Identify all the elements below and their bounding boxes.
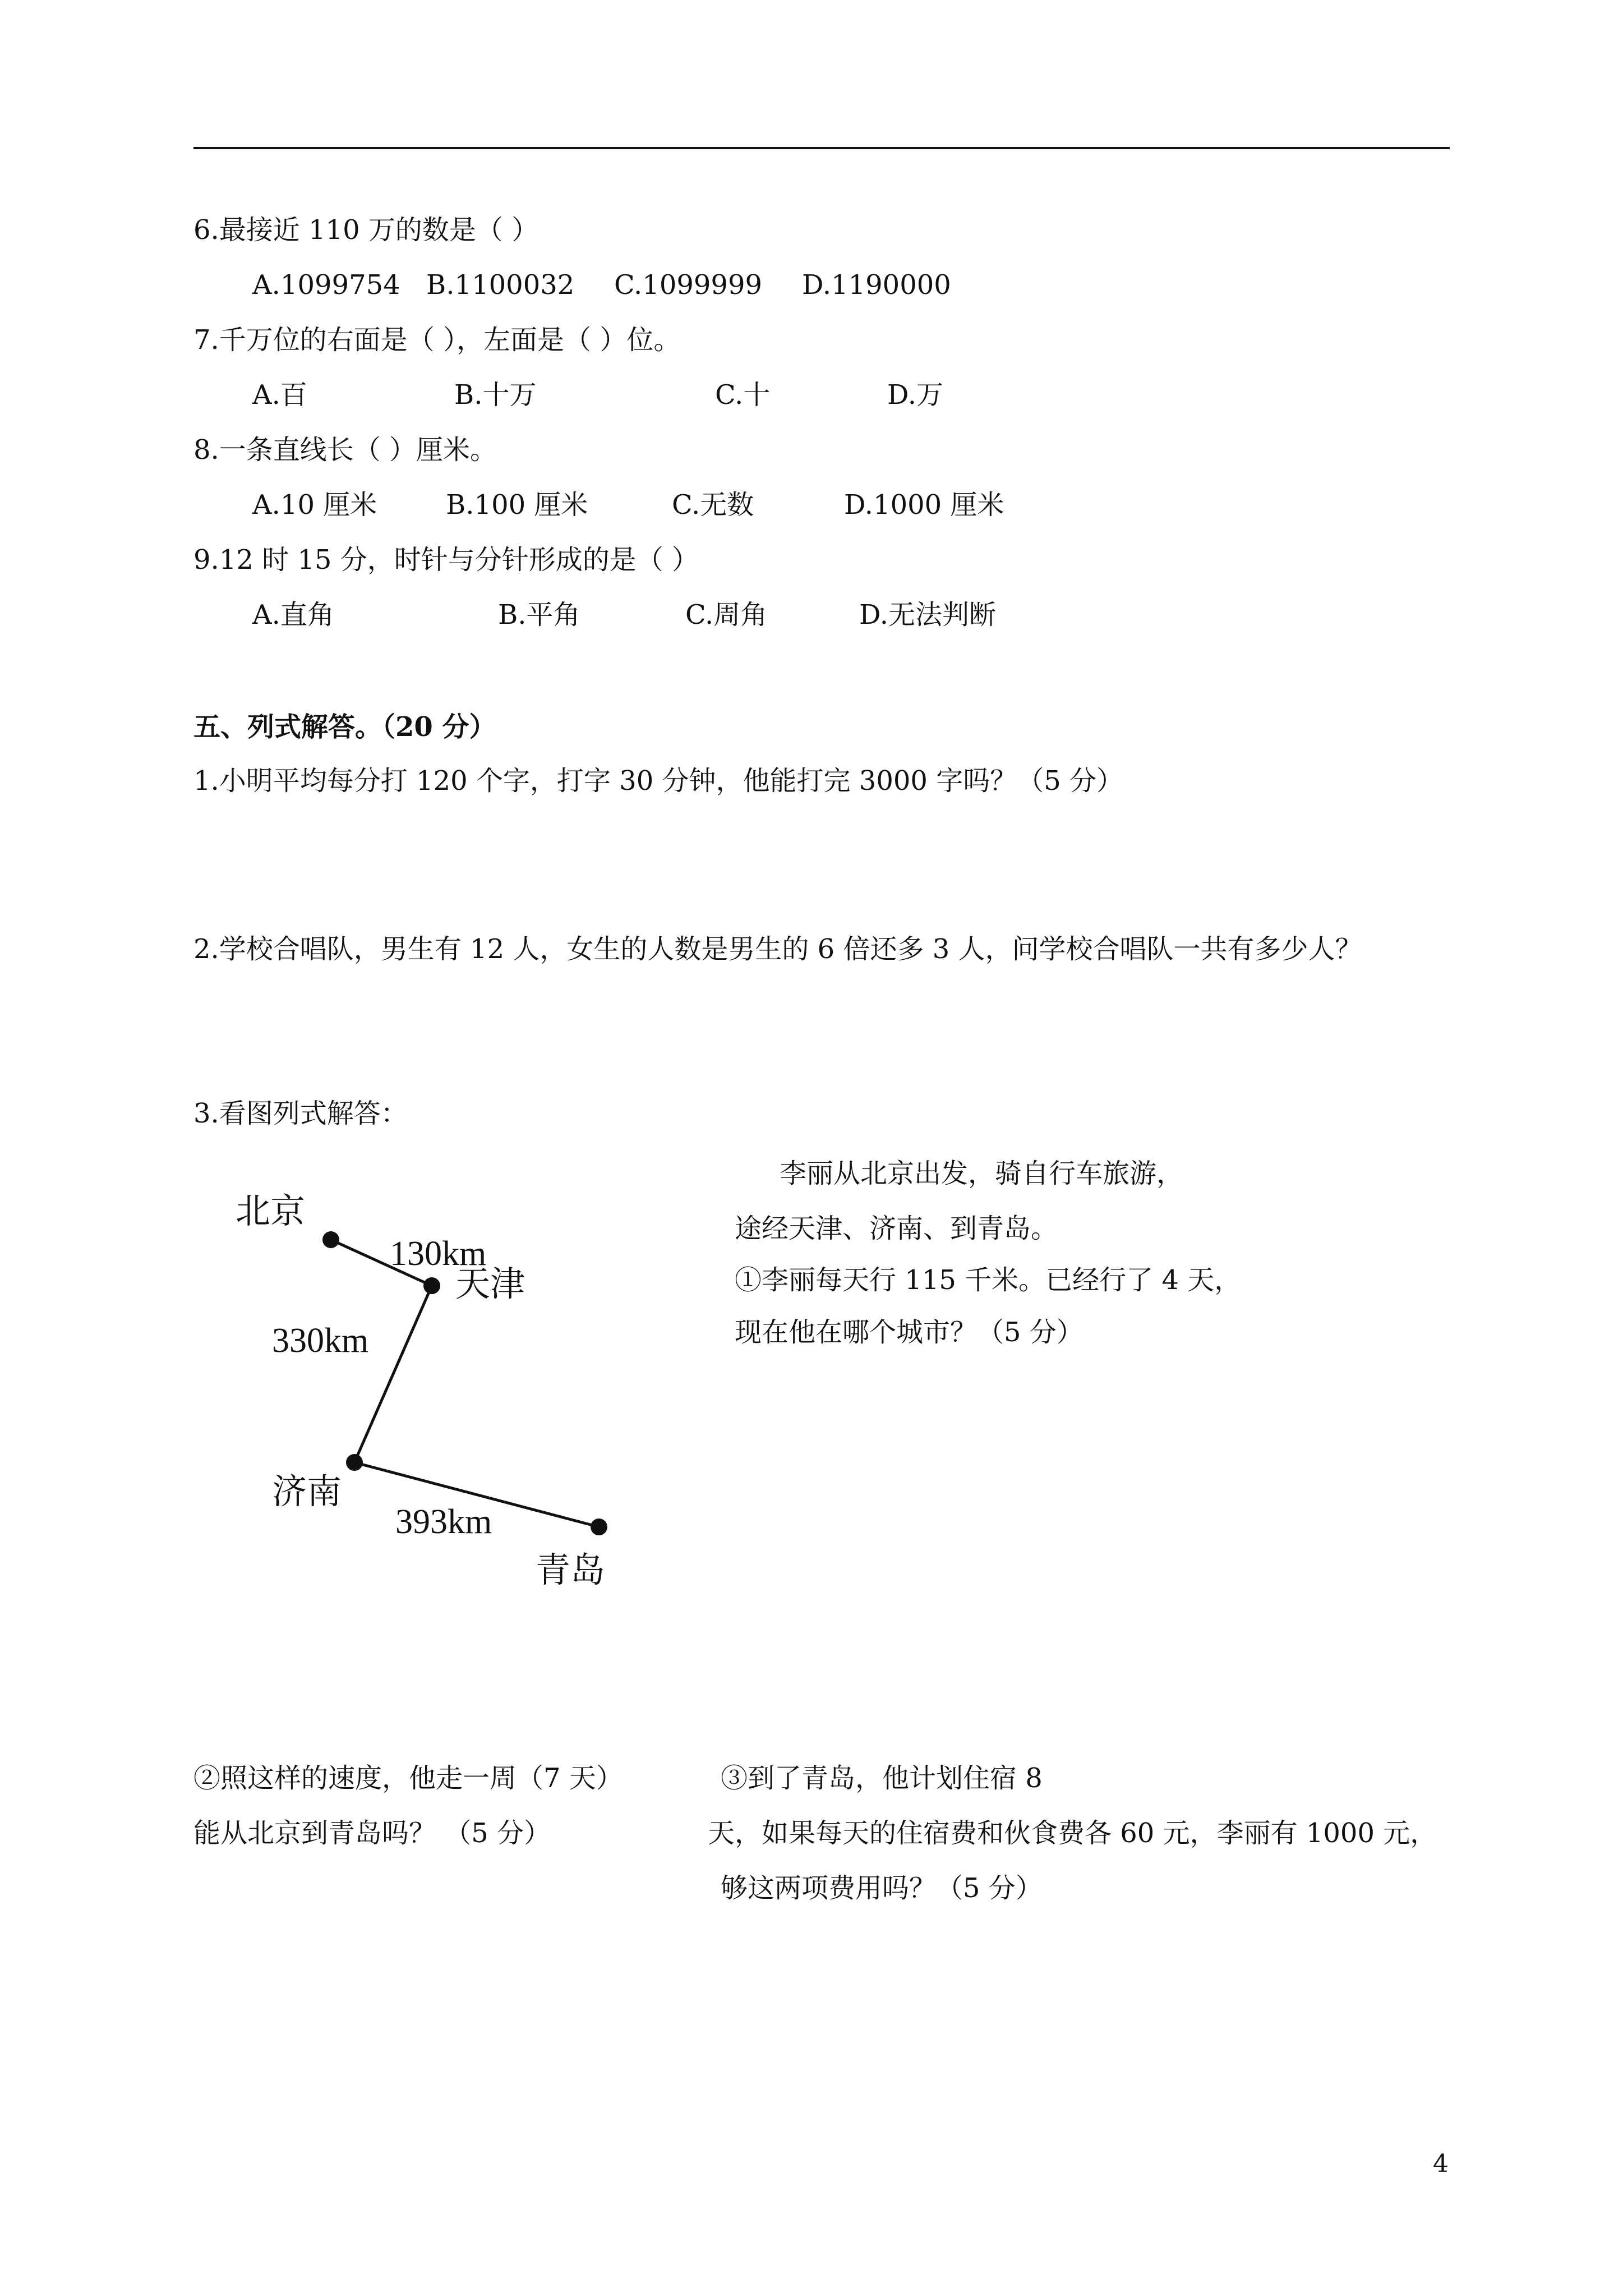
q3-text-line-3: ①李丽每天行 115 千米。已经行了 4 天，	[735, 1264, 1242, 1296]
city-label-jinan: 济南	[272, 1473, 342, 1511]
route-tianjin-jinan	[354, 1286, 432, 1462]
section-5-question-2: 2.学校合唱队，男生有 12 人，女生的人数是男生的 6 倍还多 3 人，问学校合唱队一共有多少人？	[193, 933, 1362, 965]
question-8: 8.一条直线长（ ）厘米。	[193, 434, 497, 466]
q3-sub2-line-2: 能从北京到青岛吗？ （5 分）	[193, 1818, 551, 1849]
city-label-tianjin: 天津	[455, 1266, 525, 1304]
q3-sub3-line-2: 天，如果每天的住宿费和伙食费各 60 元，李丽有 1000 元，	[708, 1818, 1437, 1849]
q6-option-b: B.1100032	[426, 269, 575, 301]
distance-label-tianjin-jinan: 330km	[272, 1322, 369, 1360]
q6-option-a: A.1099754	[252, 269, 400, 301]
q3-sub2-line-1: ②照这样的速度，他走一周（7 天）	[193, 1763, 623, 1794]
city-dot-beijing	[322, 1231, 339, 1248]
city-label-qingdao: 青岛	[536, 1552, 606, 1590]
distance-label-jinan-qingdao: 393km	[395, 1503, 492, 1541]
q7-option-c: C.十	[715, 379, 771, 411]
city-dot-jinan	[346, 1454, 363, 1471]
q9-option-c: C.周角	[685, 599, 768, 631]
q3-text-line-1: 李丽从北京出发，骑自行车旅游，	[780, 1158, 1184, 1189]
q3-sub3-line-1: ③到了青岛，他计划住宿 8	[721, 1763, 1043, 1794]
q3-sub3-line-3: 够这两项费用吗？（5 分）	[721, 1872, 1043, 1904]
q6-option-d: D.1190000	[802, 269, 951, 301]
q7-option-a: A.百	[252, 379, 307, 411]
q9-option-a: A.直角	[252, 599, 334, 631]
city-label-beijing: 北京	[236, 1193, 306, 1231]
page-number: 4	[1433, 2150, 1449, 2178]
city-dot-tianjin	[423, 1277, 440, 1294]
q7-option-b: B.十万	[454, 379, 537, 411]
question-6: 6.最接近 110 万的数是（ ）	[193, 214, 539, 246]
distance-label-beijing-tianjin: 130km	[390, 1235, 487, 1273]
section-5-heading: 五、列式解答。（20 分）	[193, 711, 496, 743]
question-9: 9.12 时 15 分，时针与分针形成的是（ ）	[193, 544, 699, 576]
question-7: 7.千万位的右面是（ ），左面是（ ）位。	[193, 324, 681, 356]
q7-option-d: D.万	[887, 379, 944, 411]
q9-option-d: D.无法判断	[859, 599, 997, 631]
q3-text-line-4: 现在他在哪个城市？（5 分）	[735, 1317, 1083, 1348]
q8-option-a: A.10 厘米	[252, 489, 377, 521]
q8-option-b: B.100 厘米	[446, 489, 588, 521]
q3-text-line-2: 途经天津、济南、到青岛。	[735, 1213, 1058, 1244]
city-dot-qingdao	[591, 1519, 607, 1535]
section-5-question-1: 1.小明平均每分打 120 个字，打字 30 分钟，他能打完 3000 字吗？（5 分）	[193, 765, 1123, 797]
q8-option-c: C.无数	[672, 489, 754, 521]
q9-option-b: B.平角	[498, 599, 580, 631]
q8-option-d: D.1000 厘米	[844, 489, 1004, 521]
q6-option-c: C.1099999	[614, 269, 763, 301]
section-5-question-3-title: 3.看图列式解答：	[193, 1098, 408, 1129]
